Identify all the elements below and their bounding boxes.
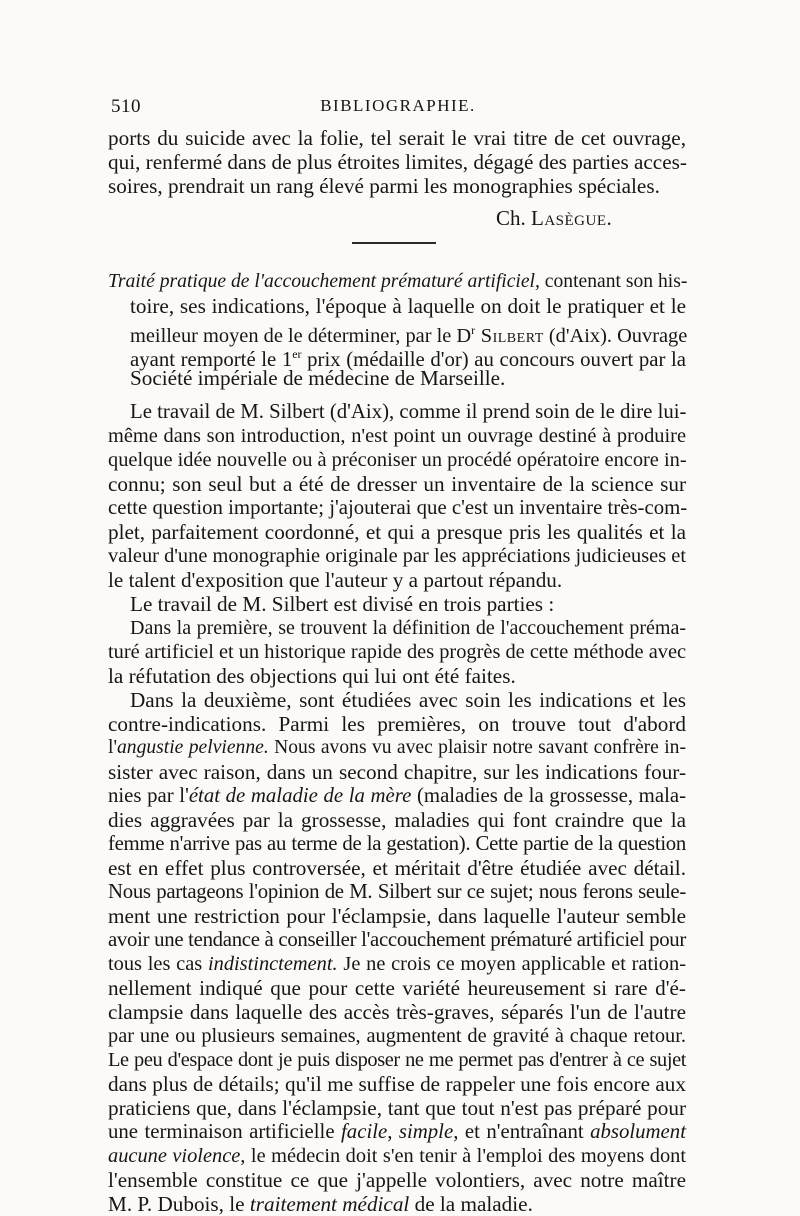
- text-line: praticiens que, dans l'éclampsie, tant que tout n'est pas préparé pour: [108, 1096, 686, 1120]
- text-line: Le travail de M. Silbert (d'Aix), comme il prend soin de le dire lui-: [130, 400, 687, 423]
- text-line: ports du suicide avec la folie, tel serait le vrai titre de cet ouvrage,: [108, 126, 686, 150]
- text-line: dans plus de détails; qu'il me suffise de rappeler une fois encore aux: [108, 1072, 686, 1096]
- text-line: aucune violence, le médecin doit s'en tenir à l'emploi des moyens dont: [108, 1145, 686, 1167]
- text-line: Le travail de M. Silbert est divisé en trois parties :: [130, 592, 555, 616]
- text-line: avoir une tendance à conseiller l'accouchement prématuré artificiel pour: [108, 928, 687, 951]
- text-line: Société impériale de médecine de Marseille.: [130, 366, 506, 390]
- text-line: quelque idée nouvelle ou à préconiser un procédé opératoire encore in-: [108, 449, 687, 471]
- text-line: tous les cas indistinctement. Je ne crois ce moyen applicable et ration-: [108, 953, 686, 975]
- text-line: ment une restriction pour l'éclampsie, dans laquelle l'auteur semble: [108, 904, 686, 928]
- text-line: le talent d'exposition que l'auteur y a partout répandu.: [108, 568, 563, 592]
- book-reference: [108, 270, 686, 390]
- text-line: meilleur moyen de le déterminer, par le $D^r$ Silbert (d'Aix). Ouvrage: [130, 323, 688, 347]
- text-line: plet, parfaitement coordonné, et qui a presque pris les qualités et la: [108, 520, 686, 544]
- text-line: Traité pratique de l'accouchement prématuré artificiel, contenant son his-: [108, 271, 688, 292]
- text-line: dies aggravées par la grossesse, maladies qui font craindre que la: [108, 808, 686, 832]
- reviewer-name: Lasègue.: [531, 206, 613, 230]
- section-divider: [352, 242, 436, 244]
- running-title: BIBLIOGRAPHIE.: [320, 96, 476, 115]
- text-line: ayant remporté le 1er prix (médaille d'or) au concours ouvert par la: [130, 347, 686, 371]
- text-line: Nous partageons l'opinion de M. Silbert sur ce sujet; nous ferons seule-: [108, 880, 686, 903]
- text-line: sister avec raison, dans un second chapitre, sur les indications four-: [108, 760, 686, 784]
- author-name: Silbert: [475, 324, 544, 347]
- review-body: [108, 400, 686, 1216]
- text-line: clampsie dans laquelle des accès très-graves, séparés l'un de l'autre: [108, 1000, 686, 1024]
- text-line: l'angustie pelvienne. Nous avons vu avec plaisir notre savant confrère in-: [108, 737, 686, 758]
- text-line: l'ensemble constitue ce que j'appelle volontiers, avec notre maître: [108, 1168, 686, 1192]
- text-line: nies par l'état de maladie de la mère (maladies de la grossesse, mala-: [108, 784, 687, 807]
- page-number: 510: [111, 96, 141, 117]
- text-line: M. P. Dubois, le traitement médical de la maladie.: [108, 1192, 533, 1216]
- text-line: toire, ses indications, l'époque à laquelle on doit le pratiquer et le: [130, 294, 686, 318]
- text-line: turé artificiel et un historique rapide des progrès de cette méthode avec: [108, 641, 687, 663]
- text-line: soires, prendrait un rang élevé parmi les monographies spéciales.: [108, 174, 660, 198]
- text-line: nellement indiqué que pour cette variété heureusement si rare d'é-: [108, 976, 686, 1000]
- text-line: Dans la première, se trouvent la définition de l'accouchement préma-: [130, 617, 686, 639]
- text-line: connu; son seul but a été de dresser un inventaire de la science sur: [108, 472, 686, 496]
- running-header: [111, 96, 685, 122]
- text-line: Dans la deuxième, sont étudiées avec soin les indications et les: [130, 688, 686, 712]
- text-line: qui, renfermé dans de plus étroites limites, dégagé des parties acces-: [108, 150, 687, 174]
- text-line: valeur d'une monographie originale par les appréciations judicieuses et: [108, 545, 686, 567]
- previous-review-ending: [108, 126, 686, 198]
- text-line: cette question importante; j'ajouterai que c'est un inventaire très-com-: [108, 496, 688, 519]
- reviewer-signature: Ch. Lasègue.: [496, 206, 613, 230]
- text-line: même dans son introduction, n'est point un ouvrage destiné à produire: [108, 425, 686, 447]
- text-line: est en effet plus controversée, et méritait d'être étudiée avec détail.: [108, 856, 686, 880]
- book-title: Traité pratique de l'accouchement prématuré artificiel,: [108, 271, 540, 292]
- text-line: par une ou plusieurs semaines, augmentent de gravité à chaque retour.: [108, 1025, 686, 1047]
- text-line: femme n'arrive pas au terme de la gestation). Cette partie de la question: [108, 832, 686, 855]
- text-line: la réfutation des objections qui lui ont été faites.: [108, 664, 516, 688]
- text-line: Le peu d'espace dont je puis disposer ne me permet pas d'entrer à ce sujet: [108, 1049, 686, 1071]
- text-line: une terminaison artificielle facile, simple, et n'entraînant absolument: [108, 1120, 686, 1143]
- text-line: contre-indications. Parmi les premières, on trouve tout d'abord: [108, 712, 686, 736]
